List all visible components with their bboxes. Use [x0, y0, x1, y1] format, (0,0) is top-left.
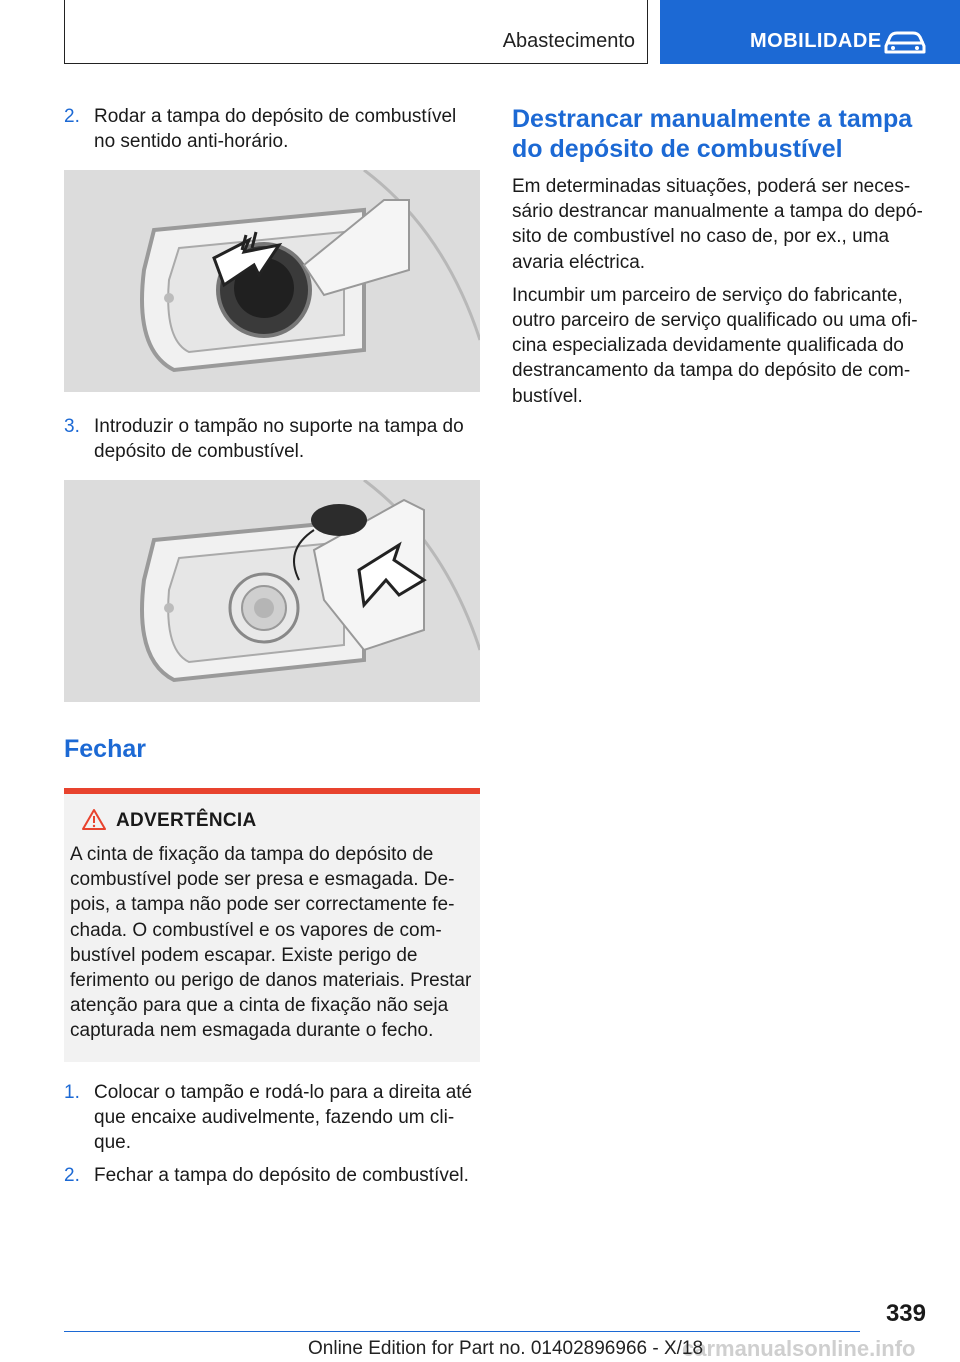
paragraph: Incumbir um parceiro de serviço do fabricante, outro parceiro de serviço qualificado ou uma oficina especializada devidamente qualificada do destrancamento da tampa do depósito de combustível. — [512, 284, 918, 407]
car-icon — [882, 28, 928, 56]
fuel-cap-holder-photo — [64, 480, 480, 702]
left-column — [64, 104, 480, 1188]
header-section-box — [64, 0, 648, 64]
warning-text: A cinta de fixação da tampa do depósito de combustível pode ser presa e esmagada. Depois, a tampa não pode ser correctamente fechada. O combustível e os vapores de combustível podem escapar. Existe perigo de ferimento ou perigo de danos materiais. Prestar atenção para que a cinta de fixação não seja capturada nem esmagada durante o fecho. — [70, 844, 472, 1042]
step-text: Fechar a tampa do depósito de combustível. — [94, 1164, 469, 1186]
step-item — [64, 1080, 480, 1155]
step-text: Introduzir o tampão no suporte na tampa do depósito de combustível. — [94, 416, 464, 462]
warning-title: ADVERTÊNCIA — [116, 810, 257, 831]
chapter-tab[interactable] — [660, 0, 960, 64]
chapter-label: MOBILIDADE — [750, 30, 882, 52]
header-section-title: Abastecimento — [502, 30, 635, 52]
footer-edition: Online Edition for Part no. 01402896966 - X/18 — [308, 1338, 704, 1359]
step-number: 1. — [64, 1081, 80, 1103]
step-number: 2. — [64, 106, 80, 127]
watermark: carmanualsonline.info — [682, 1336, 916, 1361]
warning-box — [64, 788, 480, 1062]
step-item — [64, 104, 480, 154]
footer-divider — [64, 1331, 860, 1332]
right-column — [512, 104, 928, 409]
paragraph: Em determinadas situações, poderá ser necessário destrancar manualmente a tampa do depósito de combustível no caso de, por ex., uma avaria eléctrica. — [512, 176, 923, 273]
step-number: 2. — [64, 1164, 80, 1186]
step-item — [64, 1163, 480, 1188]
section-title-close: Fechar — [64, 735, 146, 763]
warning-header — [70, 808, 474, 836]
warning-triangle-icon — [82, 808, 106, 830]
step-number: 3. — [64, 416, 80, 437]
page-number: 339 — [885, 1300, 926, 1327]
section-title-unlock: Destrancar manualmente a tampa do depósito de combustível — [512, 105, 913, 163]
step-text: Rodar a tampa do depósito de combustível no sentido anti-horário. — [94, 106, 457, 152]
fuel-cap-rotate-photo — [64, 170, 480, 392]
step-item — [64, 414, 480, 464]
step-text: Colocar o tampão e rodá-lo para a direita até que encaixe audivelmente, fazendo um clique. — [94, 1081, 473, 1153]
